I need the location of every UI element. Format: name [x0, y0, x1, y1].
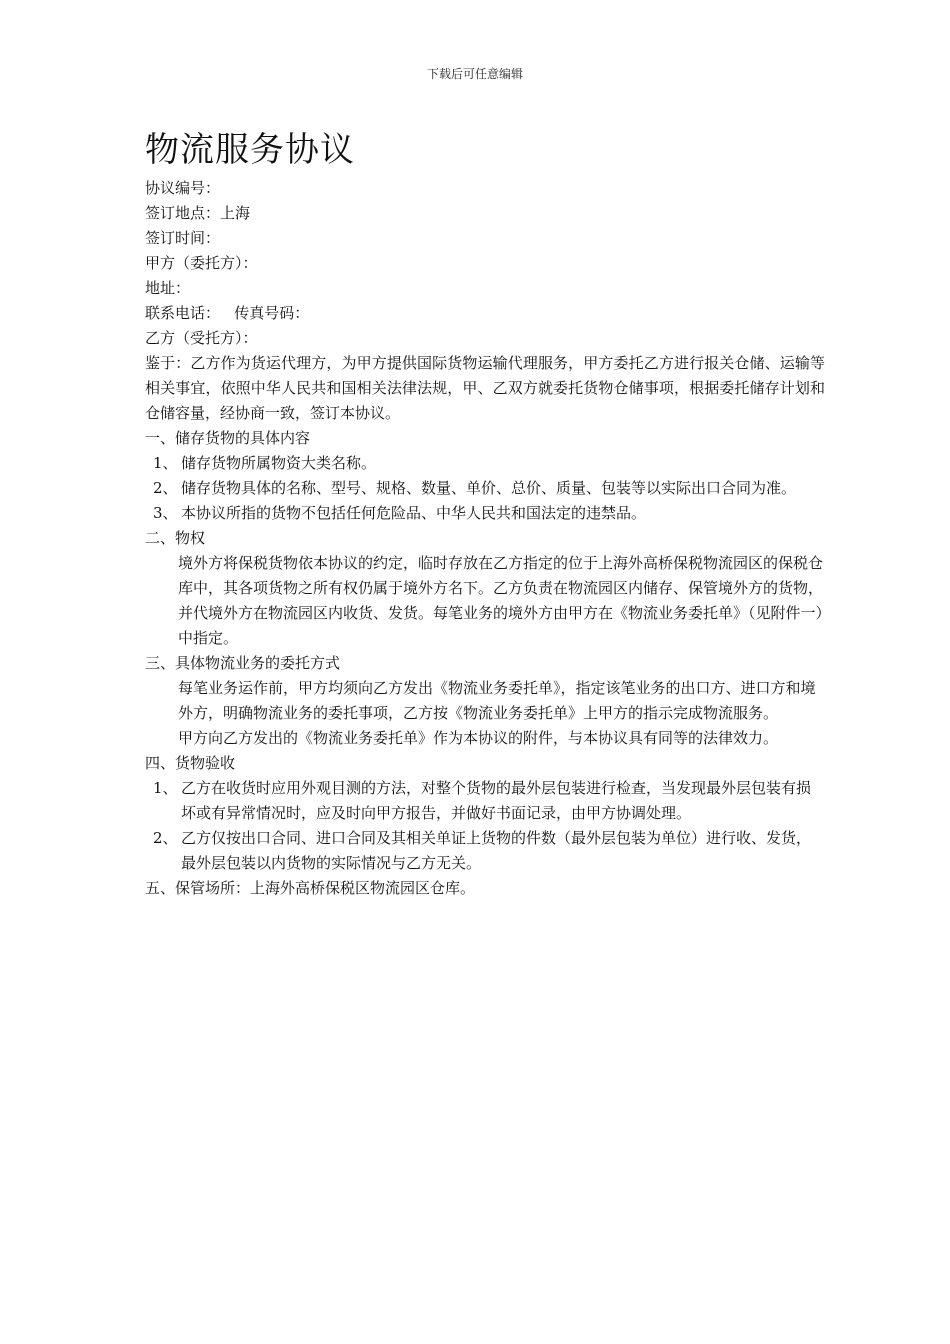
field-party-a: 甲方（委托方）： [145, 254, 258, 272]
preamble: 鉴于：乙方作为货运代理方，为甲方提供国际货物运输代理服务，甲方委托乙方进行报关仓储、运输等相关事宜，依照中华人民共和国相关法律法规，甲、乙双方就委托货物仓储事项，根据委托储存计划和仓储容量，经协商一致，签订本协议。 [145, 354, 825, 422]
item-text: 乙方在收货时应用外观目测的方法，对整个货物的最外层包装进行检查，当发现最外层包装有损坏或有异常情况时，应及时向甲方报告，并做好书面记录，由甲方协调处理。 [181, 779, 812, 822]
item-text: 储存货物具体的名称、型号、规格、数量、单价、总价、质量、包装等以实际出口合同为准。 [181, 479, 797, 497]
list-item [145, 826, 825, 876]
document-title: 物流服务协议 [145, 130, 355, 170]
list-item [145, 776, 825, 826]
field-sign-place: 签订地点：上海 [145, 204, 251, 222]
section-heading-3: 三、具体物流业务的委托方式 [145, 654, 341, 672]
list-item [145, 476, 825, 501]
list-item [145, 451, 825, 476]
field-party-b: 乙方（受托方）： [145, 329, 258, 347]
item-number: 3、 [153, 504, 178, 522]
field-agreement-no: 协议编号： [145, 179, 221, 197]
item-number: 1、 [153, 454, 178, 472]
document-body [145, 128, 825, 901]
section-heading-4: 四、货物验收 [145, 754, 236, 772]
field-address: 地址： [145, 279, 191, 297]
item-text: 本协议所指的货物不包括任何危险品、中华人民共和国法定的违禁品。 [181, 504, 647, 522]
item-number: 1、 [153, 779, 178, 797]
section-heading-5: 五、保管场所：上海外高桥保税区物流园区仓库。 [145, 879, 476, 897]
section-2-paragraph: 境外方将保税货物依本协议的约定，临时存放在乙方指定的位于上海外高桥保税物流园区的保税仓库中，其各项货物之所有权仍属于境外方名下。乙方负责在物流园区内储存、保管境外方的货物，并代境外方在物流园区内收货、发货。每笔业务的境外方由甲方在《物流业务委托单》（见附件一）中指定。 [178, 554, 824, 647]
field-contact: 联系电话： 传真号码： [145, 304, 310, 322]
item-text: 储存货物所属物资大类名称。 [181, 454, 377, 472]
header-note: 下载后可任意编辑 [426, 67, 523, 81]
section-3-paragraph-1: 每笔业务运作前，甲方均须向乙方发出《物流业务委托单》，指定该笔业务的出口方、进口方和境外方，明确物流业务的委托事项，乙方按《物流业务委托单》上甲方的指示完成物流服务。 [178, 679, 816, 722]
field-sign-time: 签订时间： [145, 229, 221, 247]
section-heading-1: 一、储存货物的具体内容 [145, 429, 311, 447]
section-3-paragraph-2: 甲方向乙方发出的《物流业务委托单》作为本协议的附件，与本协议具有同等的法律效力。 [178, 729, 779, 747]
list-item [145, 501, 825, 526]
item-number: 2、 [153, 829, 178, 847]
item-number: 2、 [153, 479, 178, 497]
section-heading-2: 二、物权 [145, 529, 206, 547]
item-text: 乙方仅按出口合同、进口合同及其相关单证上货物的件数（最外层包装为单位）进行收、发货，最外层包装以内货物的实际情况与乙方无关。 [181, 829, 812, 872]
